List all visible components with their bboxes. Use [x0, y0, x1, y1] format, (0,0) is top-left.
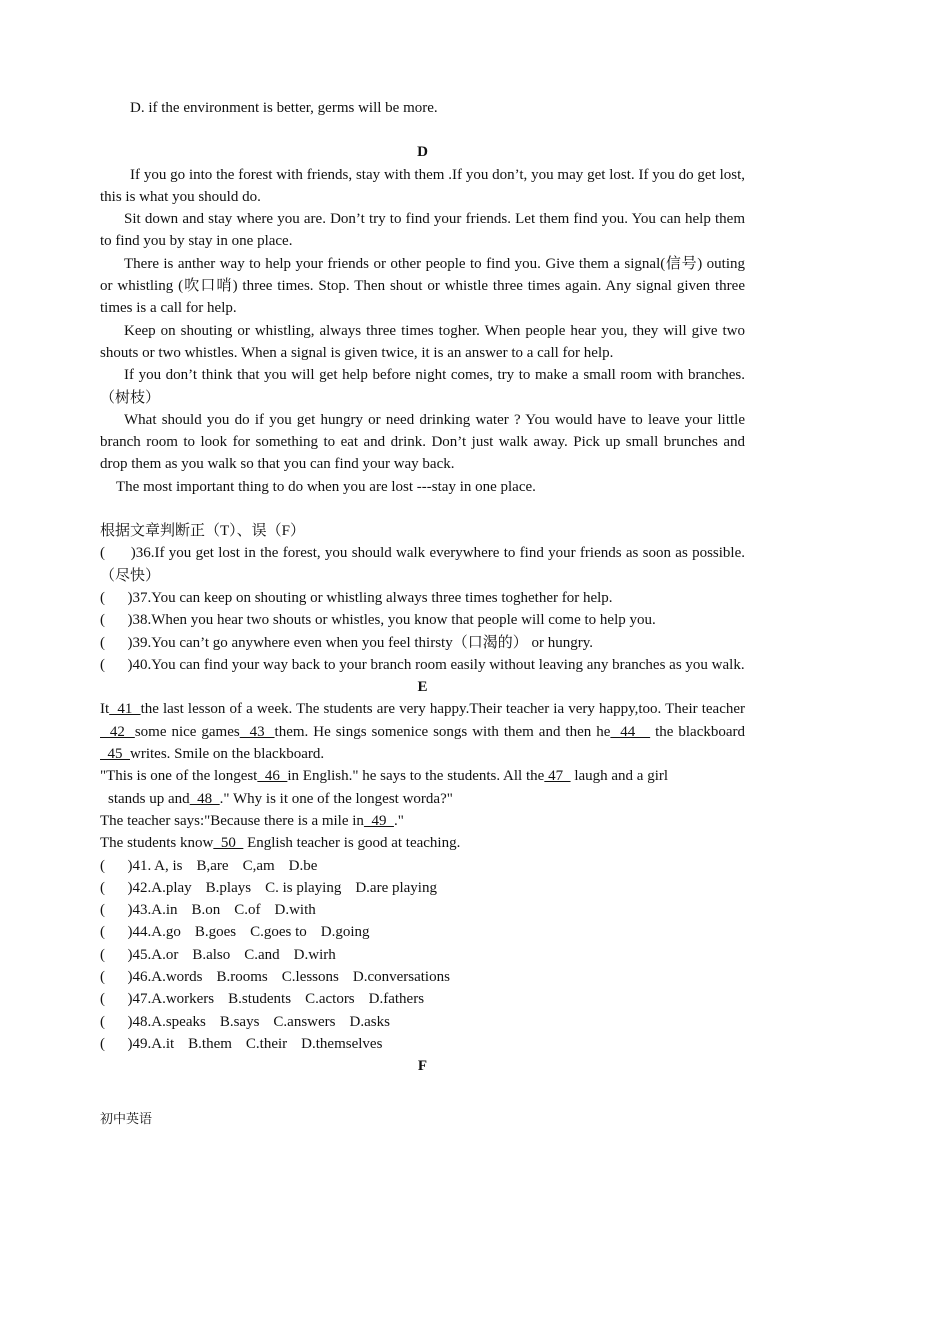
- mc-option: B.says: [219, 1013, 260, 1030]
- mc-option: C,am: [242, 857, 275, 874]
- mc-question: [100, 877, 745, 899]
- paragraph: The most important thing to do when you are lost ---stay in one place.: [116, 478, 536, 495]
- mc-option: B.students: [228, 991, 292, 1008]
- mc-option: D.are playing: [355, 879, 437, 896]
- blank-41: 41: [109, 701, 141, 718]
- paragraph: Keep on shouting or whistling, always three times togher. When people hear you, they will give two shouts or two whistles. When a signal is given twice, it is an answer to a call for help.: [100, 322, 745, 361]
- cloze-passage-para2: "This is one of the longest 46 in English." he says to the students. All the 47 laugh and a girl stands up and 48 ." Why is it one of the longest worda?": [100, 768, 669, 807]
- multiple-choice-list: [100, 855, 745, 1056]
- mc-question-number: ( )43.A.in: [100, 902, 178, 919]
- mc-question-number: ( )42.A.play: [100, 879, 192, 896]
- mc-option: D.themselves: [301, 1035, 383, 1052]
- mc-question: [100, 966, 745, 988]
- mc-question-number: ( )44.A.go: [100, 924, 181, 941]
- mc-option: B.plays: [205, 879, 252, 896]
- blank-46: 46: [257, 768, 288, 785]
- footer-label: 初中英语: [100, 1112, 153, 1127]
- paragraph: If you don’t think that you will get help before night comes, try to make a small room with branches.（树枝）: [100, 367, 745, 406]
- mc-option: D.asks: [349, 1013, 390, 1030]
- tf-question: ( )38.When you hear two shouts or whistles, you know that people will come to help you.: [100, 612, 656, 629]
- mc-option: B.also: [192, 946, 231, 963]
- mc-option: D.conversations: [352, 968, 450, 985]
- mc-option: B.rooms: [216, 968, 268, 985]
- mc-option: D.with: [274, 902, 316, 919]
- blank-43: 43: [239, 723, 275, 740]
- tf-instruction: 根据文章判断正（T）、误（F）: [100, 523, 306, 540]
- mc-option: D.be: [288, 857, 318, 874]
- mc-option: D.fathers: [368, 991, 425, 1008]
- section-f-heading: F: [417, 1058, 428, 1075]
- blank-47: 47: [544, 768, 571, 785]
- paragraph: Sit down and stay where you are. Don’t try to find your friends. Let them find you. You can help them to find you by stay in one place.: [100, 211, 745, 250]
- mc-option: C.answers: [273, 1013, 336, 1030]
- option-d-line: D. if the environment is better, germs will be more.: [130, 100, 438, 116]
- blank-42: 42: [100, 723, 135, 740]
- mc-question-number: ( )46.A.words: [100, 968, 203, 985]
- document-page: [100, 96, 745, 1077]
- paragraph: If you go into the forest with friends, stay with them .If you don’t, you may get lost. If you do get lost, this is what you should do.: [100, 166, 745, 205]
- blank-48: 48: [189, 790, 220, 807]
- mc-option: C. is playing: [265, 879, 342, 896]
- cloze-passage-para1: It 41 the last lesson of a week. The students are very happy.Their teacher ia very happy,too. Their teacher 42 some nice games 43 them. He sings somenice songs with them and then he 44 the blackboard 45 writes. Smile on the blackboard.: [100, 701, 746, 763]
- mc-option: C.goes to: [250, 924, 307, 941]
- paragraph: What should you do if you get hungry or need drinking water ? You would have to leave your little branch room to look for something to eat and drink. Don’t just walk away. Pick up small brunches and drop them as you walk so that you can find your way back.: [100, 411, 745, 473]
- mc-option: B.on: [191, 902, 221, 919]
- tf-question: ( )36.If you get lost in the forest, you should walk everywhere to find your friends as soon as possible.（尽快）: [100, 545, 745, 584]
- mc-option: C.actors: [305, 991, 355, 1008]
- mc-question: [100, 1011, 745, 1033]
- blank-45: 45: [100, 746, 130, 763]
- mc-option: B.them: [188, 1035, 232, 1052]
- mc-question: [100, 921, 745, 943]
- mc-option: C.their: [245, 1035, 288, 1052]
- mc-question: [100, 1033, 745, 1055]
- cloze-passage-para3: The teacher says:"Because there is a mile in 49 .": [100, 812, 404, 829]
- tf-question: ( )40.You can find your way back to your branch room easily without leaving any branches as you walk.: [100, 656, 745, 673]
- mc-question: [100, 944, 745, 966]
- mc-option: C.and: [244, 946, 280, 963]
- tf-question: ( )39.You can’t go anywhere even when you feel thirsty（口渴的） or hungry.: [100, 634, 593, 651]
- blank-50: 50: [213, 835, 244, 852]
- section-e-heading: E: [417, 679, 428, 696]
- cloze-passage-para4: The students know 50 English teacher is good at teaching.: [100, 835, 461, 852]
- section-d-heading: D: [417, 144, 428, 161]
- mc-question: [100, 899, 745, 921]
- mc-question: [100, 988, 745, 1010]
- mc-option: C.lessons: [281, 968, 339, 985]
- paragraph: There is anther way to help your friends or other people to find you. Give them a signal(信号) outing or whistling (吹口哨) three times. Stop. Then shout or whistle three times again. Any signal given three times is a call for help.: [100, 255, 745, 317]
- mc-question-number: ( )47.A.workers: [100, 991, 215, 1008]
- mc-option: D.wirh: [293, 946, 336, 963]
- mc-question: [100, 855, 745, 877]
- mc-option: B,are: [196, 857, 229, 874]
- mc-question-number: ( )45.A.or: [100, 946, 179, 963]
- mc-question-number: ( )49.A.it: [100, 1035, 175, 1052]
- mc-option: C.of: [234, 902, 261, 919]
- mc-option: B.goes: [194, 924, 237, 941]
- mc-question-number: ( )41. A, is: [100, 857, 183, 874]
- blank-44: 44: [610, 723, 651, 740]
- tf-question: ( )37.You can keep on shouting or whistling always three times toghether for help.: [100, 589, 613, 606]
- mc-question-number: ( )48.A.speaks: [100, 1013, 206, 1030]
- mc-option: D.going: [320, 924, 370, 941]
- blank-49: 49: [363, 812, 394, 829]
